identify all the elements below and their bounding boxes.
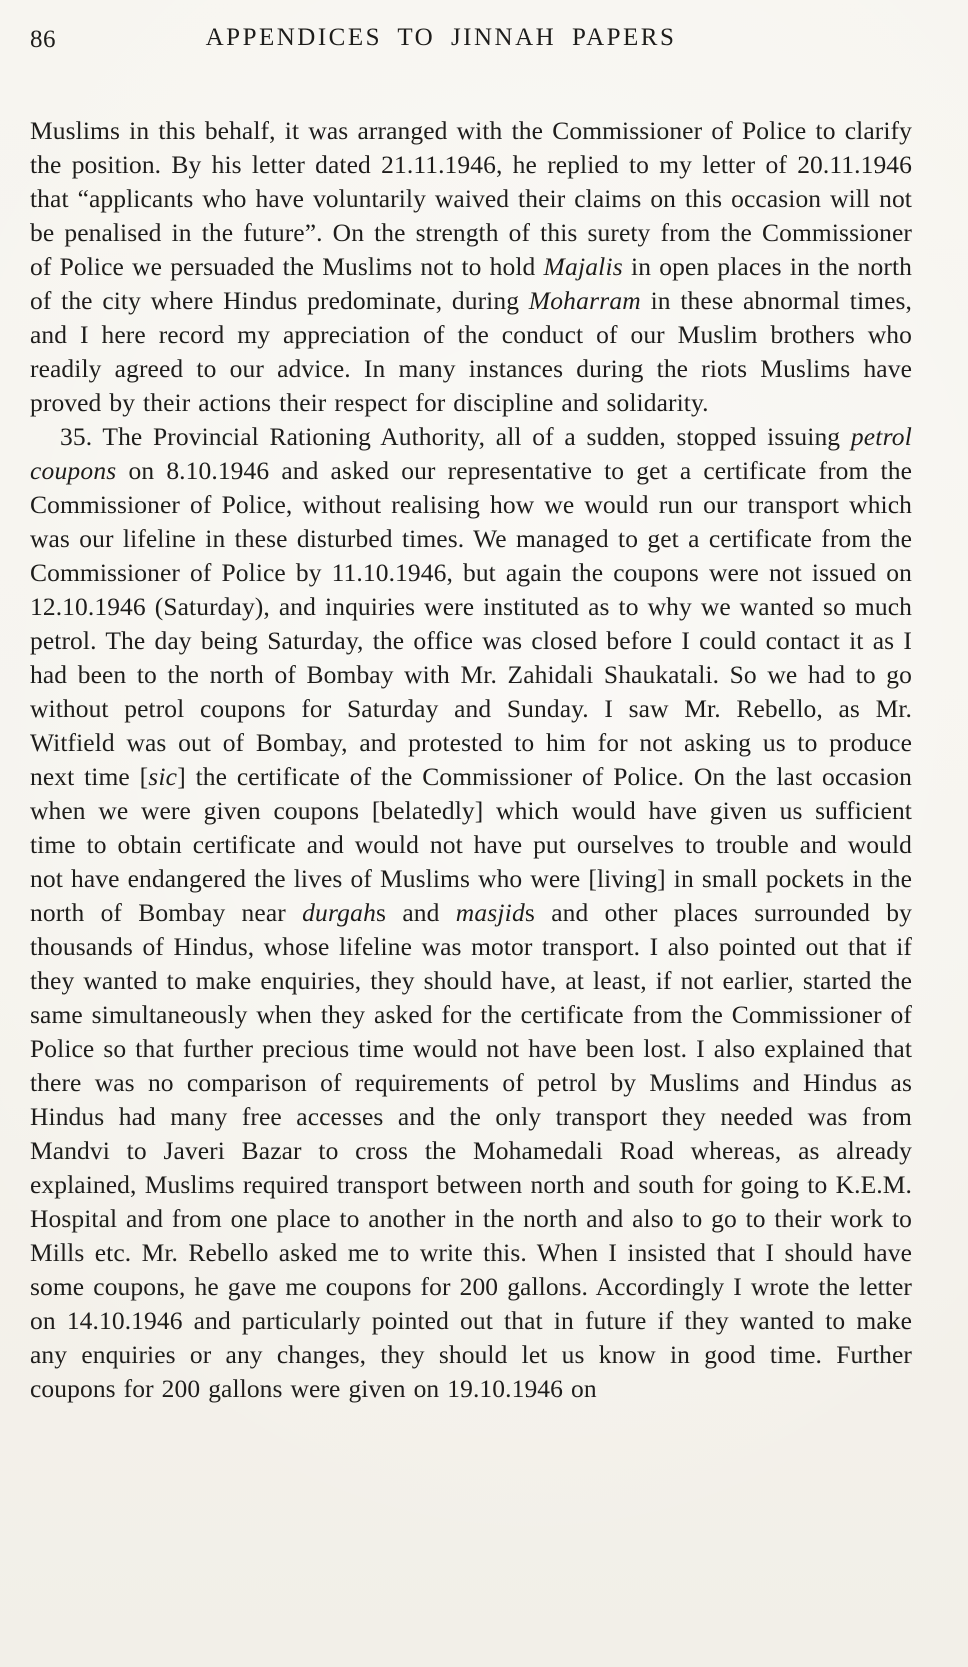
page-body — [30, 114, 912, 1406]
page-header — [30, 24, 912, 58]
body-paragraph: Muslims in this behalf, it was arranged with the Commissioner of Police to clarify the position. By his letter dated 21.11.1946, he replied to my letter of 20.11.1946 that “applicants who have voluntarily waived their claims on this occasion will not be penalised in the future”. On the strength of this surety from the Commissioner of Police we persuaded the Muslims not to hold Majalis in open places in the north of the city where Hindus predominate, during Moharram in these abnormal times, and I here record my appreciation of the conduct of our Muslim brothers who readily agreed to our advice. In many instances during the riots Muslims have proved by their actions their respect for discipline and solidarity. — [30, 116, 912, 417]
page-number: 86 — [30, 26, 56, 53]
body-paragraph: 35. The Provincial Rationing Authority, all of a sudden, stopped issuing petrol coupons on 8.10.1946 and asked our representative to get a certificate from the Commissioner of Police, without realising how we would run our transport which was our lifeline in these disturbed times. We managed to get a certificate from the Commissioner of Police by 11.10.1946, but again the coupons were not issued on 12.10.1946 (Saturday), and inquiries were instituted as to why we wanted so much petrol. The day being Saturday, the office was closed before I could contact it as I had been to the north of Bombay with Mr. Zahidali Shaukatali. So we had to go without petrol coupons for Saturday and Sunday. I saw Mr. Rebello, as Mr. Witfield was out of Bombay, and protested to him for not asking us to produce next time [sic] the certificate of the Commissioner of Police. On the last occasion when we were given coupons [belatedly] which would have given us sufficient time to obtain certificate and would not have put ourselves to trouble and would not have endangered the lives of Muslims who were [living] in small pockets in the north of Bombay near durgahs and masjids and other places surrounded by thousands of Hindus, whose lifeline was motor transport. I also pointed out that if they wanted to make enquiries, they should have, at least, if not earlier, started the same simultaneously when they asked for the certificate from the Commissioner of Police so that further precious time would not have been lost. I also explained that there was no comparison of requirements of petrol by Muslims and Hindus as Hindus had many free accesses and the only transport they needed was from Mandvi to Javeri Bazar to cross the Mohamedali Road whereas, as already explained, Muslims required transport between north and south for going to K.E.M. Hospital and from one place to another in the north and also to go to their work to Mills etc. Mr. Rebello asked me to write this. When I insisted that I should have some coupons, he gave me coupons for 200 gallons. Accordingly I wrote the letter on 14.10.1946 and particularly pointed out that in future if they wanted to make any enquiries or any changes, they should let us know in good time. Further coupons for 200 gallons were given on 19.10.1946 on — [30, 422, 912, 1403]
running-header-title: APPENDICES TO JINNAH PAPERS — [205, 24, 677, 51]
